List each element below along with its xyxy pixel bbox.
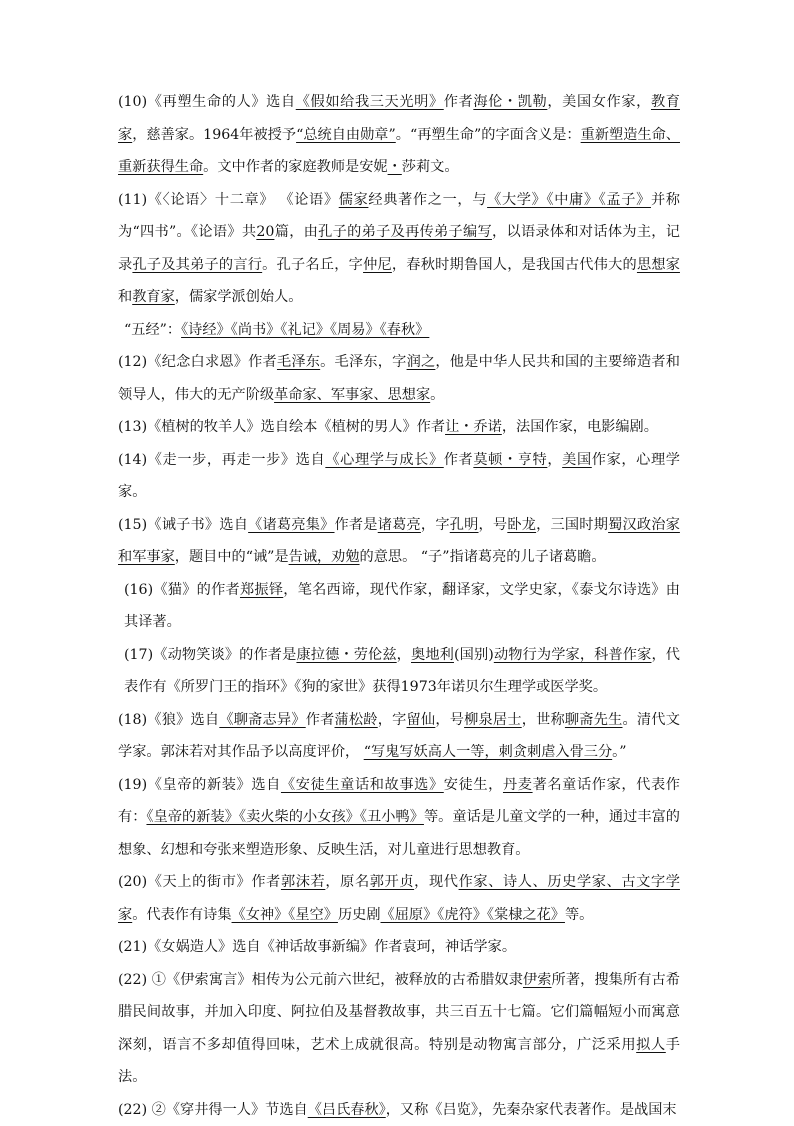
text-run: (15)《诫子书》选自	[118, 517, 248, 533]
underlined-answer: 重新塑造生命、重新获得生命	[118, 127, 680, 176]
text-run: ，三国时期	[536, 517, 608, 533]
underlined-answer: 莫顿・亨特	[473, 452, 547, 468]
text-run: 。清代文学家。郭沫若对其作品予以高度评价，	[118, 712, 680, 761]
underlined-answer: 孔明	[450, 517, 479, 533]
paragraph-p11	[118, 184, 680, 314]
text-run: ，原名	[325, 874, 369, 890]
document-body	[118, 86, 680, 1126]
text-run: 等。童话是儿童文学的一种，通过丰富的想象、幻想和夸张来塑造形象、反映生活，对儿童进行思想教育。	[118, 809, 680, 858]
text-run: 作者	[444, 94, 474, 110]
underlined-answer: 郭沫若	[281, 874, 325, 890]
paragraph-p22a	[118, 964, 680, 1094]
text-run: 历史剧	[338, 907, 381, 923]
text-run: ，代表作有《所罗门王的指环》《狗的家世》获得1973年诺贝尔生理学或医学奖。	[124, 647, 680, 696]
text-run: (18)《狼》选自	[118, 712, 219, 728]
text-run: 莎莉文。	[402, 159, 459, 175]
underlined-answer: 海伦・凯勒	[473, 94, 547, 110]
text-run: (17)《动物笑谈》的作者是	[124, 647, 296, 663]
paragraph-p10	[118, 86, 680, 184]
underlined-answer: 康拉德・劳伦兹	[296, 647, 396, 663]
underlined-answer: 奥地利	[411, 647, 454, 663]
text-run: 著名童话作家，代表作有：	[118, 777, 680, 826]
underlined-answer: 《皇帝的新装》《卖火柴的小女孩》《丑小鸭》	[146, 809, 423, 825]
underlined-answer: “总统自由勋章”	[296, 127, 396, 143]
text-run: “五经”：	[124, 322, 181, 338]
underlined-answer: 孔子及其弟子的言行	[132, 257, 262, 273]
text-run: (22) ①《伊索寓言》相传为公元前六世纪，被释放的古希腊奴隶	[118, 972, 523, 988]
text-run: (11)《〈论语〉十二章》 《论语》	[118, 192, 339, 208]
text-run: (16)《猫》的作者	[124, 582, 240, 598]
text-run: 等。	[565, 907, 593, 923]
underlined-answer: 《诸葛亮集》	[248, 517, 334, 533]
text-run: (10)《再塑生命的人》选自	[118, 94, 296, 110]
text-run: 手法。	[118, 1037, 680, 1086]
text-run: 安徒生，	[444, 777, 503, 793]
paragraph-p15	[118, 509, 680, 574]
text-run: (14)《走一步，再走一步》选自	[118, 452, 325, 468]
text-run: 作者是	[335, 517, 378, 533]
underlined-answer: 《女神》《星空》	[232, 907, 338, 923]
underlined-answer: 蒲松龄	[335, 712, 378, 728]
text-run: ，字	[421, 517, 450, 533]
underlined-answer: 作家、诗人、历史学家、古文字学家	[118, 874, 680, 923]
underlined-answer: 聊斋先生	[565, 712, 623, 728]
paragraph-p22b	[118, 1094, 680, 1126]
text-run: 。“再塑生命”的字面含义是：	[396, 127, 581, 143]
underlined-answer: 《心理学与成长》	[325, 452, 443, 468]
underlined-answer: “写鬼写妖高人一等，刺贪刺虐入骨三分	[364, 744, 612, 760]
text-run: ，美国女作家，	[547, 94, 651, 110]
underlined-answer: 《安徒生童话和故事选》	[281, 777, 444, 793]
underlined-answer: 诸葛亮	[378, 517, 421, 533]
underlined-answer: 柳泉居士	[464, 712, 522, 728]
text-run: ，儒家学派创始人。	[175, 289, 303, 305]
text-run: 作者	[306, 712, 335, 728]
underlined-answer: 伊索	[523, 972, 552, 988]
underlined-answer: 拟人	[636, 1037, 666, 1053]
underlined-answer: 丹麦	[503, 777, 533, 793]
underlined-answer: 儒家	[339, 192, 369, 208]
underlined-answer: 20	[256, 224, 274, 240]
paragraph-p11b	[118, 314, 680, 347]
underlined-answer: 毛泽东	[277, 354, 320, 370]
underlined-answer: 留仙	[407, 712, 436, 728]
text-run: 和	[118, 289, 132, 305]
underlined-answer: 《大学》《中庸》《孟子》	[487, 192, 651, 208]
text-run: ，世称	[522, 712, 565, 728]
paragraph-p18	[118, 704, 680, 769]
underlined-answer: 革命家、军事家、思想家	[274, 387, 430, 403]
paragraph-p12	[118, 346, 680, 411]
text-run: ，字	[378, 712, 407, 728]
underlined-answer: 孔子的弟子及再传弟子编写	[318, 224, 492, 240]
underlined-answer: 动物行为学家，科普作家	[494, 647, 652, 663]
paragraph-p14	[118, 444, 680, 509]
paragraph-p21	[118, 931, 680, 964]
text-run: (19)《皇帝的新装》选自	[118, 777, 281, 793]
text-run: (12)《纪念白求恩》作者	[118, 354, 277, 370]
text-run: ，题目中的“诫”是	[175, 549, 289, 565]
text-run: ，又称《吕览》，先秦杂家代表著作。是战国末	[386, 1102, 677, 1118]
text-run: 作者	[444, 452, 474, 468]
underlined-answer: 《屈原》《虎符》《棠棣之花》	[381, 907, 565, 923]
text-run: (22) ②《穿井得一人》节选自	[118, 1102, 308, 1118]
text-run: 经典著作之一，与	[368, 192, 487, 208]
text-run: ，慈善家。1964年被授予	[132, 127, 296, 143]
underlined-answer: 《假如给我三天光明》	[296, 94, 444, 110]
underlined-answer: 卧龙	[507, 517, 536, 533]
underlined-answer: ・	[388, 159, 402, 175]
text-run: 。孔子名丘，字	[262, 257, 363, 273]
text-run: ，现代	[414, 874, 458, 890]
underlined-answer: 让・乔诺	[445, 419, 502, 435]
paragraph-p19	[118, 769, 680, 867]
paragraph-p13	[118, 411, 680, 444]
text-run: ，他是中华人民共和国的主要缔造者和领导人，伟大的无产阶级	[118, 354, 680, 403]
paragraph-p20	[118, 866, 680, 931]
text-run: 。	[430, 387, 444, 403]
text-run: 。”	[612, 744, 626, 760]
text-run: 并称为“四书”。《论语》共	[118, 192, 680, 241]
underlined-answer: 《诗经》《尚书》《礼记》《周易》《春秋》	[181, 322, 429, 338]
text-run: ，	[547, 452, 562, 468]
underlined-answer: 美国	[562, 452, 592, 468]
paragraph-p16	[118, 574, 680, 639]
text-run: ，号	[435, 712, 464, 728]
text-run: (21)《女娲造人》选自《神话故事新编》作者袁珂，神话学家。	[118, 939, 516, 955]
text-run: ，春秋时期鲁国人，是我国古代伟大的	[392, 257, 637, 273]
text-run: 作家，心理学家。	[118, 452, 680, 501]
underlined-answer: 《吕氏春秋》	[308, 1102, 386, 1118]
text-run: ，法国作家，电影编剧。	[502, 419, 658, 435]
underlined-answer: 润之	[407, 354, 436, 370]
text-run: (国别)	[454, 647, 494, 663]
underlined-answer: 《聊斋志异》	[219, 712, 305, 728]
underlined-answer: 郑振铎	[240, 582, 283, 598]
underlined-answer: 思想家	[637, 257, 680, 273]
text-run: (13)《植树的牧羊人》选自绘本《植树的男人》作者	[118, 419, 445, 435]
underlined-answer: 蜀汉政治家和军事家	[118, 517, 680, 566]
text-run: 。代表作有诗集	[132, 907, 231, 923]
text-run: 篇，由	[274, 224, 318, 240]
text-run: ，以语录体和对话体为主，记录	[118, 224, 680, 273]
text-run: 。文中作者的家庭教师是安妮	[203, 159, 387, 175]
underlined-answer: 教育家	[118, 94, 680, 143]
text-run: (20)《天上的街市》作者	[118, 874, 281, 890]
text-run: 所著，搜集所有古希腊民间故事，并加入印度、阿拉伯及基督教故事，共三百五十七篇。它们篇幅短小而寓意深刻，语言不多却值得回味，艺术上成就很高。特别是动物寓言部分，广泛采用	[118, 972, 680, 1053]
underlined-answer: 教育家	[132, 289, 175, 305]
text-run: ，笔名西谛，现代作家，翻译家，文学史家，《泰戈尔诗选》由其译著。	[124, 582, 680, 631]
underlined-answer: 告诫，劝勉	[289, 549, 360, 565]
underlined-answer: 郭开贞	[370, 874, 414, 890]
underlined-answer: 仲尼	[363, 257, 392, 273]
text-run: 的意思。 “子”指诸葛亮的儿子诸葛瞻。	[360, 549, 606, 565]
text-run: ，号	[479, 517, 508, 533]
paragraph-p17	[118, 639, 680, 704]
text-run: 。毛泽东，字	[320, 354, 406, 370]
text-run: ，	[397, 647, 411, 663]
